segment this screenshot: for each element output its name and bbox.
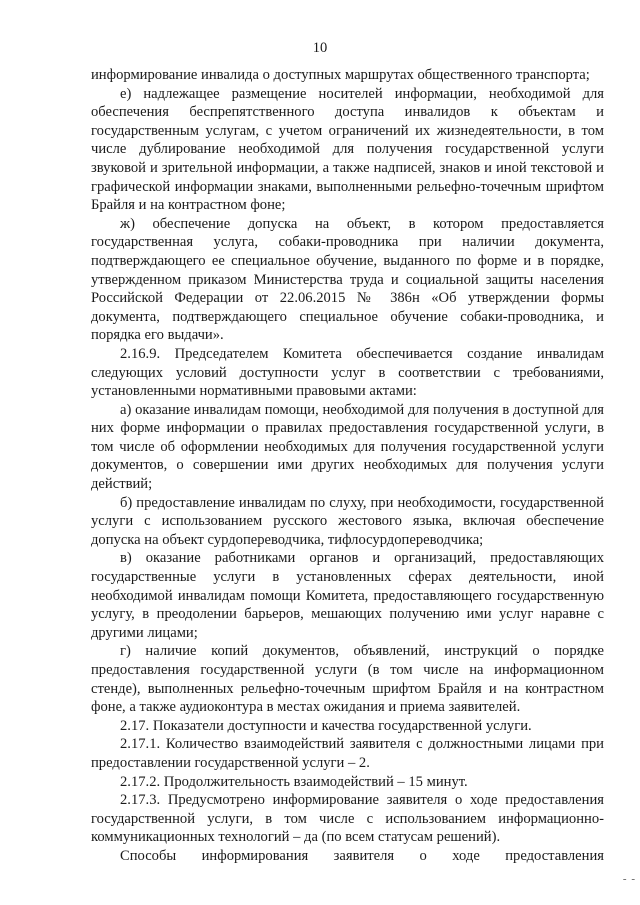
paragraph-item-a: а) оказание инвалидам помощи, необходимой для получения в доступной для них форме информации о правилах предоставления государственной услуги, в том числе об оформлении необходимых для получения государственной услуги документов, о совершении ими других необходимых для получения услуги действий; <box>91 401 604 493</box>
paragraph-item-zh: ж) обеспечение допуска на объект, в котором предоставляется государственная услуга, собаки-проводника при наличии документа, подтверждающего ее специальное обучение, выданного по форме и в порядке, утвержденном приказом Министерства труда и социальной защиты населения Российской Федерации от 22.06.2015 № 386н «Об утверждении формы документа, подтверждающего специальное обучение собаки-проводника, и порядка его выдачи». <box>91 215 604 344</box>
paragraph-2-17: 2.17. Показатели доступности и качества государственной услуги. <box>120 717 532 734</box>
paragraph-2-17-2: 2.17.2. Продолжительность взаимодействий – 15 минут. <box>120 773 468 790</box>
paragraph-item-v: в) оказание работниками органов и организаций, предоставляющих государственные услуги в установленных сферах деятельности, иной необходимой инвалидам помощи Комитета, предоставляющего государственную услугу, в преодолении барьеров, мешающих получению ими услуг наравне с другими лицами; <box>91 550 604 641</box>
document-body <box>91 66 604 866</box>
margin-mark: - - <box>622 873 636 885</box>
paragraph-2-17-3: 2.17.3. Предусмотрено информирование заявителя о ходе предоставления государственной услуги, в том числе с использованием информационно-коммуникационных технологий – да (по всем статусам решений). <box>91 792 604 846</box>
paragraph-item-g: г) наличие копий документов, объявлений, инструкций о порядке предоставления государственной услуги (в том числе на информационном стенде), выполненных рельефно-точечным шрифтом Брайля и на контрастном фоне, а также аудиоконтура в местах ожидания и приема заявителей. <box>91 643 604 716</box>
page-number: 10 <box>312 40 328 56</box>
paragraph-informing-methods: Способы информирования заявителя о ходе предоставления <box>120 847 604 864</box>
paragraph-item-e: е) надлежащее размещение носителей информации, необходимой для обеспечения беспрепятственного доступа инвалидов к объектам и государственным услугам, с учетом ограничений их жизнедеятельности, в том числе дублирование необходимой для получения государственной услуги звуковой и зрительной информации, а также надписей, знаков и иной текстовой и графической информации знаками, выполненными рельефно-точечным шрифтом Брайля и на контрастном фоне; <box>91 85 604 214</box>
paragraph-item-b: б) предоставление инвалидам по слуху, при необходимости, государственной услуги с использованием русского жестового языка, включая обеспечение допуска на объект сурдопереводчика, тифлосурдопереводчика; <box>91 494 604 548</box>
paragraph-2-17-1: 2.17.1. Количество взаимодействий заявителя с должностными лицами при предоставлении государственной услуги – 2. <box>91 736 604 771</box>
paragraph-transport-info: информирование инвалида о доступных маршрутах общественного транспорта; <box>91 67 590 83</box>
paragraph-2-16-9: 2.16.9. Председателем Комитета обеспечивается создание инвалидам следующих условий доступности услуг в соответствии с требованиями, установленными нормативными правовыми актами: <box>91 345 604 400</box>
